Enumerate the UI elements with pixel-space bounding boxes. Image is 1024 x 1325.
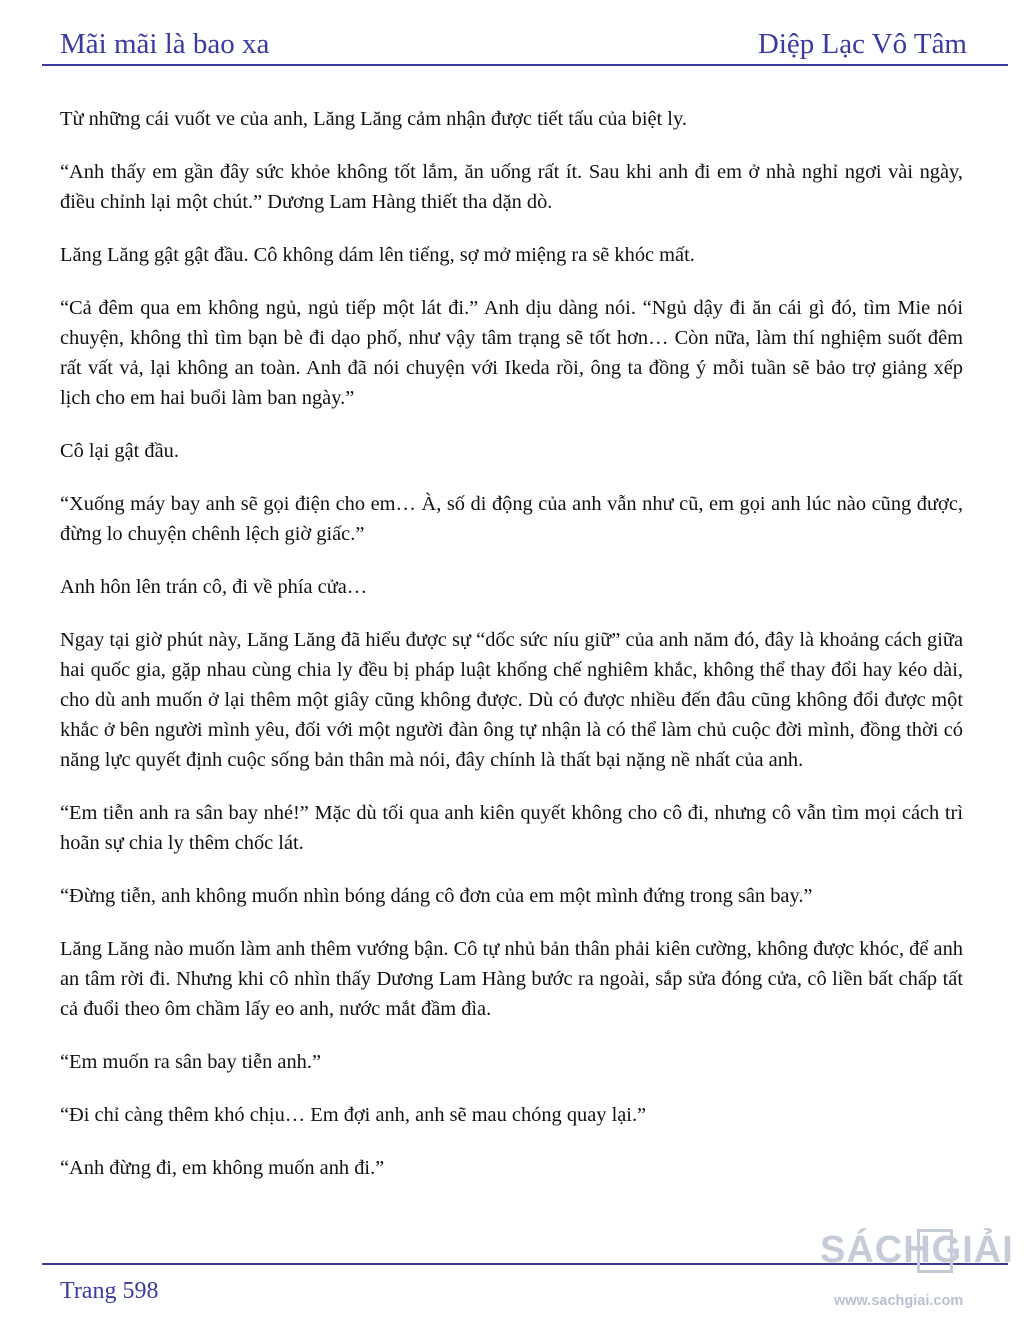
book-author: Diệp Lạc Vô Tâm [757, 28, 967, 60]
book-title: Mãi mãi là bao xa [60, 28, 270, 60]
watermark-word: SÁCHGIẢI [820, 1229, 1014, 1271]
watermark-logo [820, 1225, 1020, 1325]
paragraph: “Em tiễn anh ra sân bay nhé!” Mặc dù tối qua anh kiên quyết không cho cô đi, nhưng cô vẫn tìm mọi cách trì hoãn sự chia ly thêm chốc lát. [60, 802, 963, 854]
header-divider [42, 64, 1008, 66]
watermark-url: www.sachgiai.com [834, 1293, 964, 1309]
paragraph: “Anh thấy em gần đây sức khỏe không tốt lắm, ăn uống rất ít. Sau khi anh đi em ở nhà nghỉ ngơi vài ngày, điều chỉnh lại một chút.” Dương Lam Hàng thiết tha dặn dò. [60, 161, 963, 213]
paragraph: Anh hôn lên trán cô, đi về phía cửa… [60, 576, 368, 598]
paragraph: “Cả đêm qua em không ngủ, ngủ tiếp một lát đi.” Anh dịu dàng nói. “Ngủ dậy đi ăn cái gì đó, tìm Mie nói chuyện, không thì tìm bạn bè đi dạo phố, như vậy tâm trạng sẽ tốt hơn… Còn nữa, làm thí nghiệm suốt đêm rất vất vả, lại không an toàn. Anh đã nói chuyện với Ikeda rồi, ông ta đồng ý mỗi tuần sẽ bảo trợ giảng xếp lịch cho em hai buổi làm ban ngày.” [60, 297, 963, 409]
paragraph: Lăng Lăng gật gật đầu. Cô không dám lên tiếng, sợ mở miệng ra sẽ khóc mất. [60, 244, 695, 266]
paragraph: Lăng Lăng nào muốn làm anh thêm vướng bận. Cô tự nhủ bản thân phải kiên cường, không được khóc, để anh an tâm rời đi. Nhưng khi cô nhìn thấy Dương Lam Hàng bước ra ngoài, sắp sửa đóng cửa, cô liền bất chấp tất cả đuổi theo ôm chầm lấy eo anh, nước mắt đầm đìa. [60, 938, 963, 1020]
page-header [60, 26, 967, 62]
paragraph: Từ những cái vuốt ve của anh, Lăng Lăng cảm nhận được tiết tấu của biệt ly. [60, 108, 687, 130]
paragraph: Ngay tại giờ phút này, Lăng Lăng đã hiểu được sự “dốc sức níu giữ” của anh năm đó, đây là khoảng cách giữa hai quốc gia, gặp nhau cùng chia ly đều bị pháp luật khống chế nghiêm khắc, không thể thay đổi hay kéo dài, cho dù anh muốn ở lại thêm một giây cũng không được. Dù có được nhiều đến đâu cũng không đổi được một khắc ở bên người mình yêu, đối với một người đàn ông tự nhận là có thể làm chủ cuộc đời mình, đồng thời có năng lực quyết định cuộc sống bản thân mà nói, đây chính là thất bại nặng nề nhất của anh. [60, 629, 963, 771]
page-body [60, 104, 963, 1206]
paragraph: Cô lại gật đầu. [60, 440, 179, 462]
paragraph: “Em muốn ra sân bay tiễn anh.” [60, 1051, 322, 1073]
paragraph: “Đi chỉ càng thêm khó chịu… Em đợi anh, anh sẽ mau chóng quay lại.” [60, 1104, 647, 1126]
page-number: Trang 598 [60, 1278, 159, 1304]
paragraph: “Đừng tiễn, anh không muốn nhìn bóng dáng cô đơn của em một mình đứng trong sân bay.” [60, 885, 813, 907]
paragraph: “Xuống máy bay anh sẽ gọi điện cho em… À, số di động của anh vẫn như cũ, em gọi anh lúc nào cũng được, đừng lo chuyện chênh lệch giờ giấc.” [60, 493, 963, 545]
paragraph: “Anh đừng đi, em không muốn anh đi.” [60, 1157, 385, 1179]
